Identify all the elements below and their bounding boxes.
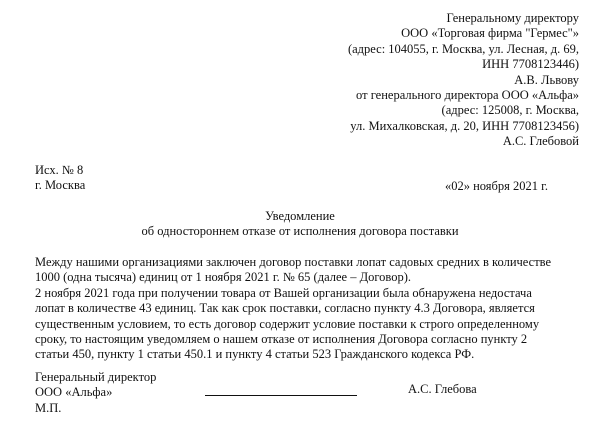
body-line: 2 ноября 2021 года при получении товара от Вашей организации была обнаружена недостача: [35, 285, 532, 300]
title-subheading: об одностороннем отказе от исполнения договора поставки: [141, 224, 459, 239]
recipient-line: (адрес: 104055, г. Москва, ул. Лесная, д. 69,: [347, 41, 579, 56]
signatory-name: А.С. Глебова: [408, 382, 477, 396]
sender-line: от генерального директора ООО «Альфа»: [356, 88, 579, 103]
document-body: [35, 255, 575, 363]
title-heading: Уведомление: [265, 209, 335, 223]
body-line: лопат в количестве 43 единиц. Так как срок поставки, согласно пункту 4.3 Договора, является: [35, 301, 535, 316]
body-line: Между нашими организациями заключен договор поставки лопат садовых средних в количестве: [35, 255, 552, 269]
outgoing-number: Исх. № 8: [35, 163, 84, 177]
stamp-place: М.П.: [35, 400, 62, 415]
document-date: «02» ноября 2021 г.: [444, 179, 548, 193]
sender-line: (адрес: 125008, г. Москва,: [441, 103, 579, 118]
recipient-line: Генеральному директору: [446, 11, 579, 25]
document-title: [0, 209, 600, 240]
recipient-block: [348, 11, 579, 150]
body-line: 1000 (одна тысяча) единиц от 1 ноября 2021 г. № 65 (далее – Договор).: [35, 270, 412, 285]
signature-company: ООО «Альфа»: [35, 385, 113, 400]
document-meta: [35, 163, 85, 194]
signature-line: [205, 395, 357, 396]
signature-block: [35, 370, 156, 416]
body-line: сроку, то настоящим уведомляем о нашем отказе от исполнения Договора согласно пункту 2: [35, 332, 528, 347]
sender-line: ул. Михалковская, д. 20, ИНН 7708123456): [350, 118, 579, 133]
signature-position: Генеральный директор: [35, 370, 157, 384]
recipient-line: ИНН 7708123446): [482, 57, 579, 72]
recipient-line: ООО «Торговая фирма "Гермес"»: [401, 26, 579, 41]
recipient-line: А.В. Львову: [514, 72, 579, 87]
body-line: статьи 450, пункту 1 статьи 450.1 и пункту 4 статьи 523 Гражданского кодекса РФ.: [35, 347, 475, 362]
city: г. Москва: [35, 178, 86, 193]
sender-line: А.С. Глебовой: [502, 134, 579, 149]
body-line: существенным условием, то есть договор содержит условие поставки к строго определенному: [35, 316, 540, 331]
